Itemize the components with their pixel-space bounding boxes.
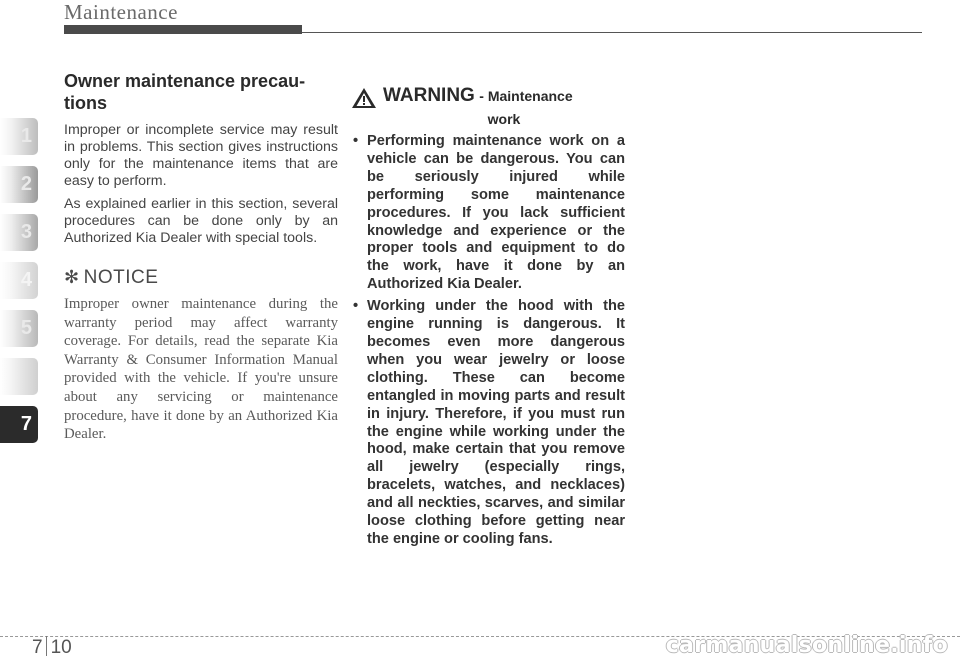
page-chapter: 7 [32, 637, 43, 658]
chapter-tab-2[interactable]: 2 [0, 166, 38, 203]
chapter-tab-5[interactable]: 5 [0, 310, 38, 347]
header-title: Maintenance [64, 0, 178, 24]
chapter-tab-1[interactable]: 1 [0, 118, 38, 155]
page-number [32, 636, 72, 659]
warning-triangle-icon [351, 87, 377, 109]
header-rule [302, 32, 922, 33]
left-column [64, 70, 338, 444]
notice-heading [64, 267, 338, 289]
notice-star-icon: ✻ [64, 267, 80, 287]
warning-heading [351, 86, 625, 109]
intro-paragraph: Improper or incomplete service may result in problems. This section gives instructions only for the maintenance items that are easy to perform. [64, 122, 338, 189]
page-separator [46, 636, 47, 656]
watermark-text: carmanualsonline.info [665, 633, 948, 658]
notice-body: Improper owner maintenance during the warranty period may affect warranty coverage. For details, read the separate Kia Warranty & Consumer Information Manual provided with the vehicle. If you're unsure about any servicing or maintenance procedure, have it done by an Authorized Kia Dealer. [64, 296, 338, 443]
dealer-paragraph: As explained earlier in this section, several procedures can be done only by an Authorized Kia Dealer with special tools. [64, 196, 338, 246]
warning-bullet-text: Performing maintenance work on a vehicle can be dangerous. You can be seriously injured while performing some maintenance procedures. If you lack sufficient knowledge and experience or the proper tools and equipment to do the work, have it done by an Authorized Kia Dealer. [367, 133, 625, 293]
chapter-tab-3[interactable]: 3 [0, 214, 38, 251]
section-title: Owner maintenance precau-tions [64, 71, 306, 113]
bullet-dot-icon: • [353, 298, 359, 315]
right-column [351, 86, 625, 553]
warning-subtitle: - Maintenance [479, 88, 573, 104]
warning-bullet [351, 298, 625, 549]
chapter-tabs [0, 118, 38, 454]
chapter-tab-4[interactable]: 4 [0, 262, 38, 299]
warning-word: WARNING [383, 85, 475, 106]
page-index: 10 [50, 637, 72, 658]
warning-subtitle-line2: work [487, 111, 521, 127]
warning-bullet [351, 133, 625, 294]
warning-bullet-text: Working under the hood with the engine running is dangerous. It becomes even more dangerous when you wear jewelry or loose clothing. These can become entangled in moving parts and result in injury. Therefore, if you must run the engine while working under the hood, make certain that you remove all jewelry (especially rings, bracelets, watches, and necklaces) and all neckties, scarves, and similar loose clothing before getting near the engine or cooling fans. [367, 298, 625, 547]
header-bar [64, 25, 302, 34]
warning-title [383, 86, 573, 107]
chapter-tab-7-active[interactable]: 7 [0, 406, 38, 443]
chapter-tab-6[interactable] [0, 358, 38, 395]
notice-title: NOTICE [83, 267, 159, 288]
bullet-dot-icon: • [353, 133, 359, 149]
